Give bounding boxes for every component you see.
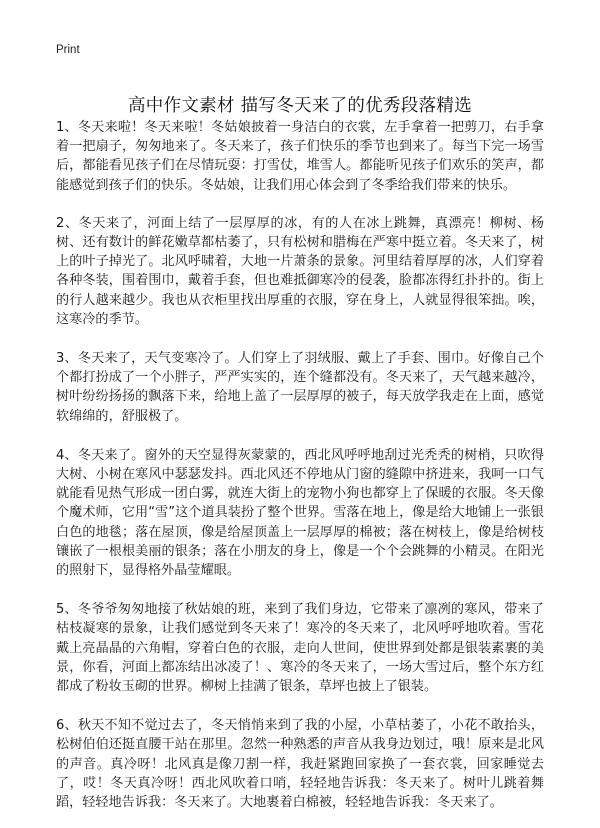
paragraph-4: 4、冬天来了。窗外的天空显得灰蒙蒙的，西北风呼呼地刮过光秃秃的树梢，只吹得大树、小树在寒风中瑟瑟发抖。西北风还不停地从门窗的缝隙中挤进来，我呵一口气就能看见热气形成一团白雾，就连大街上的宠物小狗也都穿上了保暖的衣服。冬天像个魔术师，它用“雪”这个道具装扮了整个世界。雪落在地上，像是给大地铺上一张银白色的地毯；落在屋顶，像是给屋顶盖上一层厚厚的棉被；落在树枝上，像是给树枝镶嵌了一根根美丽的银条；落在小朋友的身上，像是一个个会跳舞的小精灵。在阳光的照射下，显得格外晶莹耀眼。 bbox=[56, 447, 544, 579]
paragraph-2: 2、冬天来了，河面上结了一层厚厚的冰，有的人在冰上跳舞，真漂亮！柳树、杨树、还有数计的鲜花嫩草都枯萎了，只有松树和腊梅在严寒中挺立着。冬天来了，树上的叶子掉光了。北风呼啸着，大地一片萧条的景象。河里结着厚厚的冰，人们穿着各种冬装，围着围巾，戴着手套，但也难抵御寒冷的侵袭，脸都冻得红扑扑的。街上的行人越来越少。我也从衣柜里找出厚重的衣服，穿在身上，人就显得很笨拙。唉，这寒冷的季节。 bbox=[56, 215, 544, 327]
article-body bbox=[56, 118, 544, 812]
paragraph-3: 3、冬天来了，天气变寒冷了。人们穿上了羽绒服、戴上了手套、围巾。好像自己个个都打扮成了一个小胖子，严严实实的，连个缝都没有。冬天来了，天气越来越冷，树叶纷纷扬扬的飘落下来，给地上盖了一层厚厚的被子，每天放学我走在上面，感觉软绵绵的，舒服极了。 bbox=[56, 351, 544, 424]
paragraph-5: 5、冬爷爷匆匆地接了秋姑娘的班，来到了我们身边，它带来了凛冽的寒风，带来了枯枝凝寒的景象，让我们感觉到冬天来了！寒冷的冬天来了，北风呼呼地吹着。雪花戴上亮晶晶的六角帽，穿着白色的衣服，走向人世间，使世界到处都是银装素裹的美景，你看，河面上都冻结出冰凌了！、寒冷的冬天来了，一场大雪过后，整个东方红都成了粉妆玉砌的世界。柳树上挂满了银条，草坪也披上了银装。 bbox=[56, 602, 544, 695]
page-title: 高中作文素材 描写冬天来了的优秀段落精选 bbox=[127, 95, 473, 116]
paragraph-6: 6、秋天不知不觉过去了，冬天悄悄来到了我的小屋，小草枯萎了，小花不敢抬头，松树伯伯还挺直腰干站在那里。忽然一种熟悉的声音从我身边划过，哦！原来是北风的声音。真冷呀！北风真是像刀割一样，我赶紧跑回家换了一套衣裳，回家睡觉去了，哎！冬天真冷呀！西北风吹着口哨，轻轻地告诉我：冬天来了。树叶儿跳着舞蹈，轻轻地告诉我：冬天来了。大地裹着白棉被，轻轻地告诉我：冬天来了。 bbox=[56, 718, 544, 811]
paragraph-1: 1、冬天来啦！冬天来啦！冬姑娘披着一身洁白的衣裳，左手拿着一把剪刀，右手拿着一把扇子，匆匆地来了。冬天来了，孩子们快乐的季节也到来了。每当下完一场雪后，都能看见孩子们在尽情玩耍：打雪仗，堆雪人。都能听见孩子们欢乐的笑声，都能感觉到孩子们的快乐。冬姑娘，让我们用心体会到了冬季给我们带来的快乐。 bbox=[56, 120, 544, 193]
print-link[interactable]: Print bbox=[56, 44, 80, 56]
